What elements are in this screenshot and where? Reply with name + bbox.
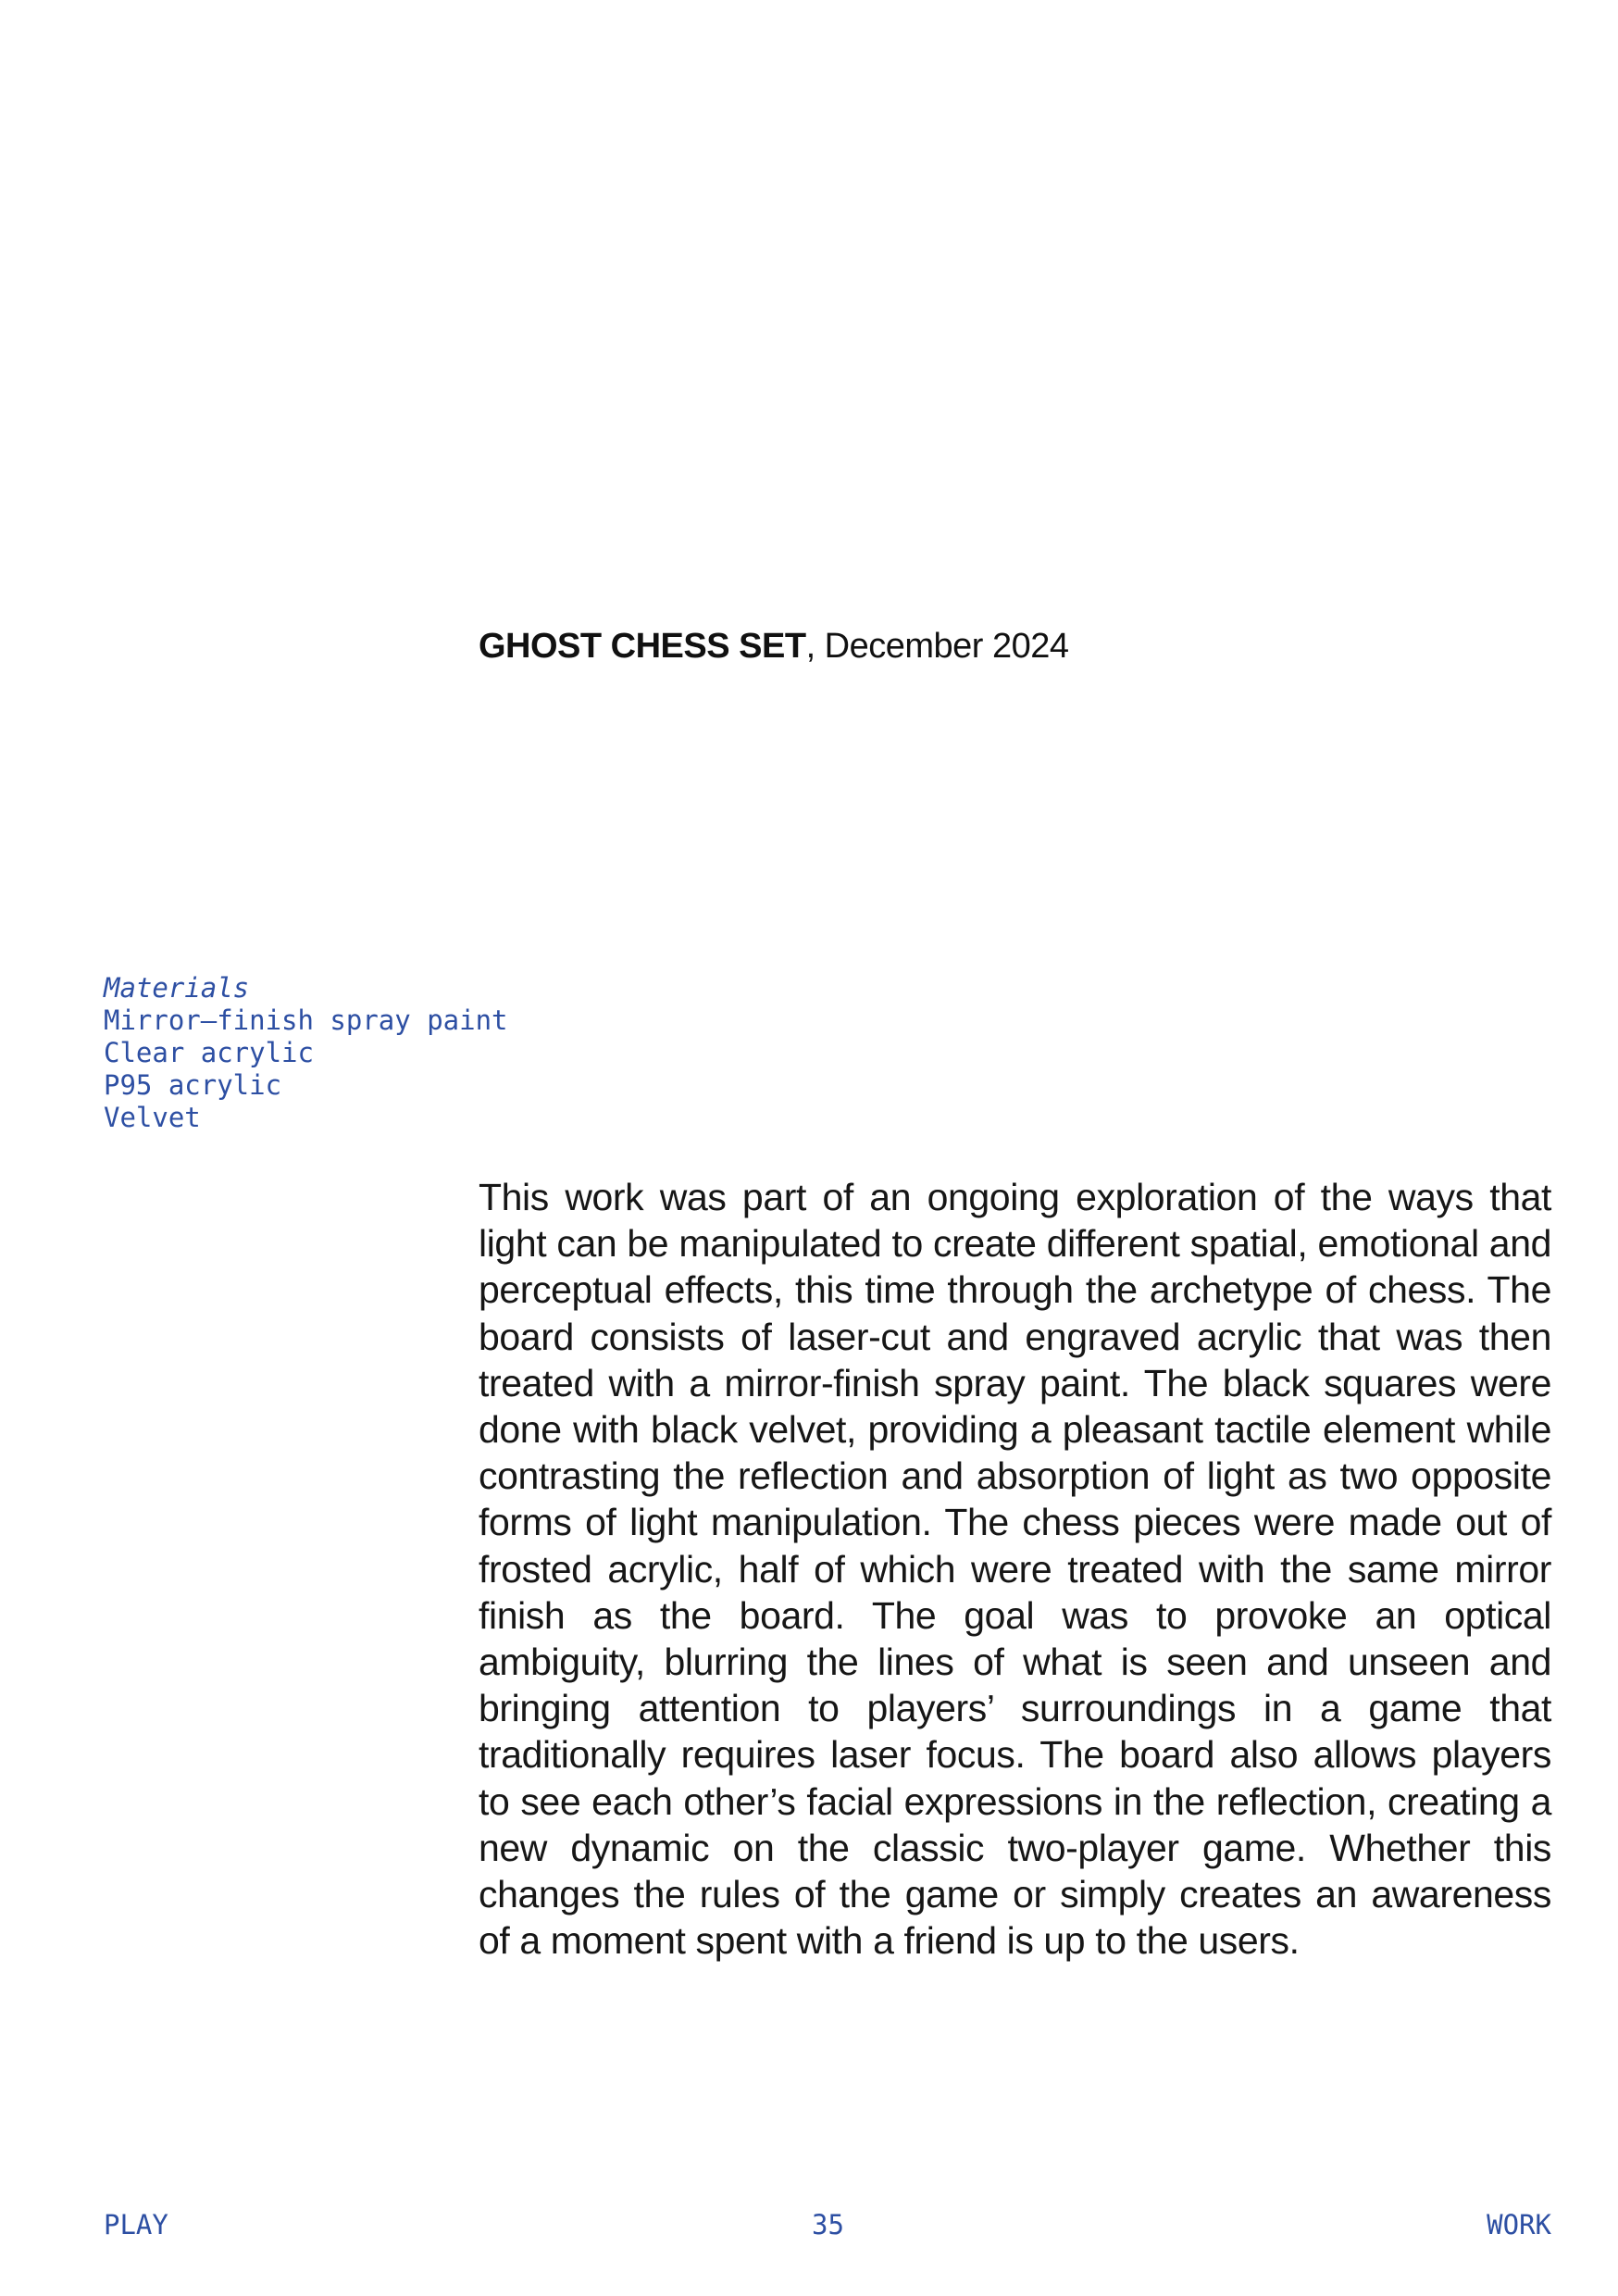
material-item: Mirror–finish spray paint xyxy=(104,1004,508,1036)
materials-heading: Materials xyxy=(104,972,250,1004)
materials-list xyxy=(104,972,508,1134)
page-title xyxy=(479,622,1069,670)
description-paragraph: This work was part of an ongoing exploration of the ways that light can be manipulated to create different spatial, emotional and perceptual effects, this time through the archetype of chess. The board consists of laser-cut and engraved acrylic that was then treated with a mirror-finish spray paint. The black squares were done with black velvet, providing a pleasant tactile element while contrasting the reflection and absorption of light as two opposite forms of light manipulation. The chess pieces were made out of frosted acrylic, half of which were treated with the same mirror finish as the board. The goal was to provoke an optical ambiguity, blurring the lines of what is seen and unseen and bringing attention to players’ surroundings in a game that traditionally requires laser focus. The board also allows players to see each other’s facial expressions in the reflection, creating a new dynamic on the classic two-player game. Whether this changes the rules of the game or simply creates an awareness of a moment spent with a friend is up to the users. xyxy=(479,1176,1551,1963)
page-number: 35 xyxy=(812,2209,844,2240)
footer-section-left: PLAY xyxy=(104,2209,168,2240)
material-item: Clear acrylic xyxy=(104,1037,314,1068)
material-item: P95 acrylic xyxy=(104,1069,282,1101)
footer-section-right: WORK xyxy=(1487,2209,1551,2240)
project-name: GHOST CHESS SET xyxy=(479,627,806,666)
material-item: Velvet xyxy=(104,1102,201,1133)
project-date: , December 2024 xyxy=(805,627,1069,666)
